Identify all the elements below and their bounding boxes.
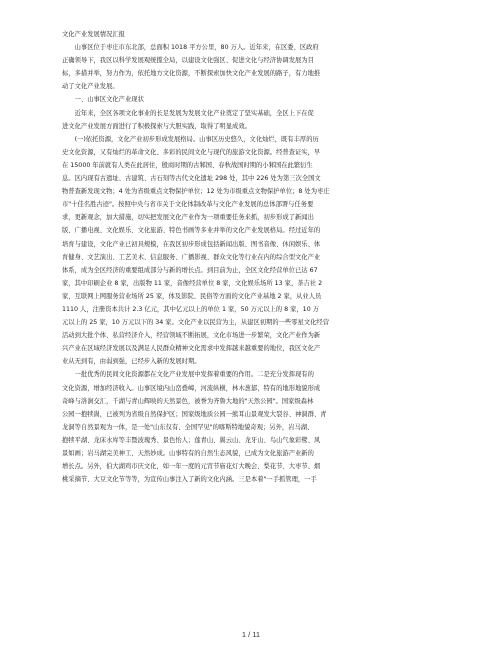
text-line: 近年来，全区各项文化事业的长足发展为发展文化产业奠定了坚实基础，全区上下在促 (62, 109, 314, 117)
text-line: 物普查新发现文物；4 处为省级重点文物保护单位；12 处为市级重点文物保护单位；8 处为枣庄 (62, 188, 330, 196)
text-line: 公园一抱犊崮，已被列为省级自然保护区；国家级地质公园一熊耳山景观发大裂谷、神洞群、青 (62, 410, 327, 418)
text-line: 史文化资源，又有灿烂的革命文化、多彩的民间文化与现代的旅游文化资源。经普查证实，早 (62, 148, 321, 156)
text-line: 一、山事区文化产业现状 (62, 96, 144, 104)
text-line: 景如画；岩马湖完美神工、天然妙成。山事特有的自然生态风貌，已成为文化旅游产业新的 (62, 450, 314, 457)
text-line: 求，更新观念，加大措施，切实把发展文化产业作为一项重要任务来抓，初步形成了新闻出 (62, 214, 314, 222)
text-line: 育健身、文艺演出、工艺美术、信息服务、广播影视、群众文化等行业在内的综合型文化产业 (62, 253, 321, 261)
text-line: 家，互联网上网服务营业场所 25 家，体及影院、民俗等方面的文化产业基地 2 家，从业人员 (62, 292, 322, 300)
text-line: 龙洞等自然景观为一体，是一处"山东仅有、全国罕见"的喀斯特地貌奇观；另外，岩马湖、 (62, 423, 314, 431)
text-line: 桃采摘节、大豆文化节等等，为宣传山事注入了新的文化内涵。三是本着"一手抓管理，一手 (62, 476, 317, 484)
document-body (62, 28, 443, 486)
text-line: 元以上的 25 家，10 万元以下的 34 家。文化产业以民营为主，从建区初期的一些零星文化经营 (62, 319, 330, 327)
text-line: 1110 人，注册资本共计 2.3 亿元，其中亿元以上的单位 1 家，50 万元以上的 8 家，10 万 (62, 305, 319, 313)
text-line: 业从无到有，由弱到强，已经步入新的发展时期。 (62, 358, 201, 366)
text-line: 正确领导下，我区以科学发展观统揽全局，以建设文化强区、促进文化与经济协调发展为目 (62, 57, 314, 65)
text-line: 标，多措并举，努力作为，依托地方文化资源，不断探索加快文化产业发展的路子，有力地推 (62, 70, 321, 78)
text-line: 文化资源，增加经济收入。山事区境内山峦叠嶂，河流纵横，林木葱郁，特有的地形地貌形成 (62, 384, 321, 392)
text-line: 进文化产业发展方面进行了积极探索与大胆实践，取得了明显成效。 (62, 122, 251, 130)
text-line: 增长点。另外，伯大湖鸡市庆文化，如一年一度的元宵节庙花灯大晚会、梨花节、大枣节、烟 (62, 463, 321, 471)
text-line: 一批优秀的民间文化资源都在文化产业发展中发挥着重要的作用。二是充分发挥现有的 (62, 371, 314, 379)
text-line: 版、广播电视、文化娱乐、文化旅游、特色书画等多业并举的文化产业发展格局。经过近年的 (62, 227, 321, 235)
text-line: 活动到大批个体、私营经济介入，经营领域不断拓展，文化市场进一步繁荣，文化产业作为新 (62, 332, 321, 340)
text-line: 市"十佳名胜古迹"。按照中央与省市关于文化体制改革与文化产业发展的总体部署与任务要 (62, 201, 314, 209)
page-number: 1 / 11 (241, 630, 261, 639)
document-title: 文化产业发展情况汇报 (62, 31, 125, 38)
text-line: 兴产业在区域经济发展以及满足人民群众精神文化需求中发挥越来越重要的地位，我区文化产 (62, 345, 321, 353)
text-line: 家，其中印刷企业 8 家，出版物 11 家，音像经营单位 8 家，文化娱乐场所 13 家，茶吉社 2 (62, 279, 323, 287)
text-line: 在 15000 年前就有人类在此居住，殷商时期的古邾国、春秋战国时期的小邾国在此繁衍生 (62, 161, 313, 169)
text-line: 息。区内现有古遗址、古建筑、古石刻等古代文化遗址 298 处，其中 226 处为第三次全国文 (62, 175, 321, 183)
text-line: 培育与建设，文化产业已初具规模，在我区初步形成包括新闻出版、图书音像、休闲娱乐、体 (62, 240, 321, 248)
text-line: 抱犊平湖、龙床水库等丰暨波瑰秀、景色怡人；莲青山、翼云山、龙牙山、鸟山气象彩鹭、风 (62, 436, 321, 444)
text-line: (一)依托资源，文化产业初步形成发展格局。山事区历史悠久，文化灿烂，既有丰厚的历 (62, 135, 319, 143)
text-line: 奇峰与洛涧交汇，千湖与青山辉映的天然景色，被誉为齐鲁大地的"天然公园"。国家级森林 (62, 397, 314, 405)
text-line: 动了文化产业发展。 (62, 83, 119, 91)
text-line: 山事区位于枣庄市东北部，总面积 1018 平方公里，80 万人。近年来，在区委、区政府 (62, 44, 319, 52)
text-line: 体系，成为全区经济的重要组成部分与新的增长点。到目前为止，全区文化经营单位已达 67 (62, 266, 318, 274)
